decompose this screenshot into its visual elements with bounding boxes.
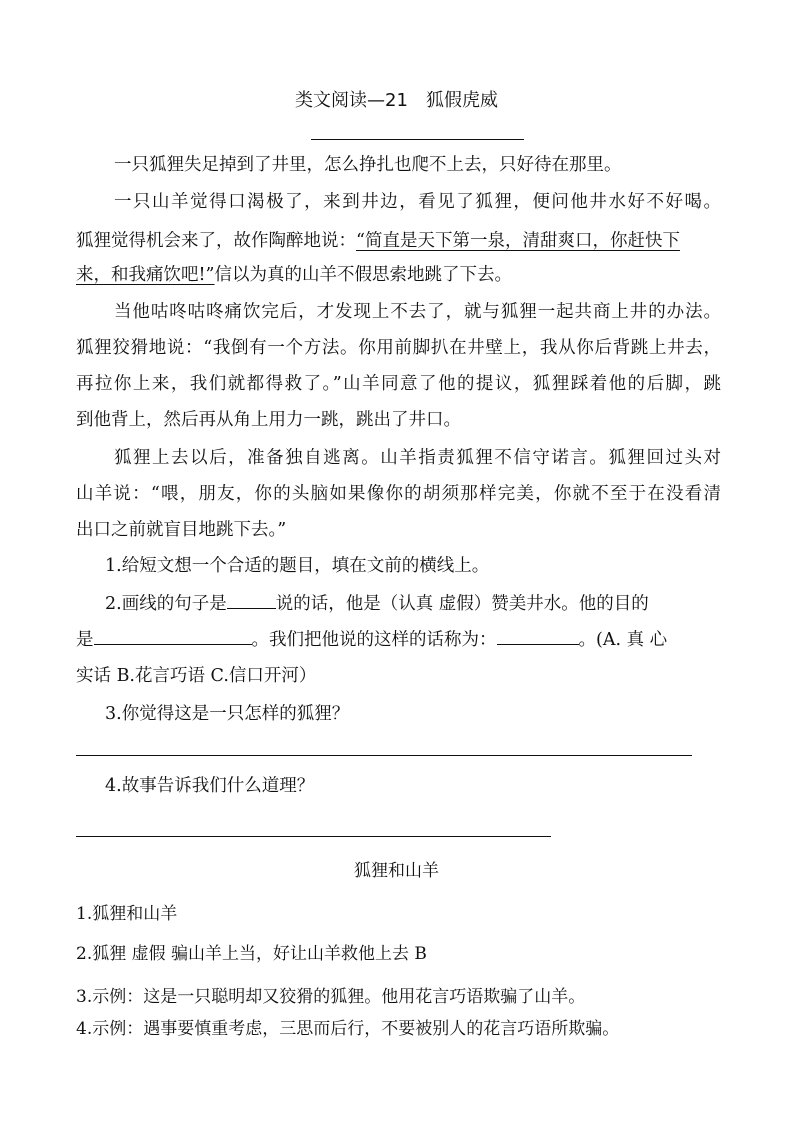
- answer-1: 1.狐狸和山羊: [76, 904, 178, 924]
- passage-paragraph-3-line-2: 狐狸狡猾地说：“我倒有一个方法。你用前脚扒在井壁上，我从你后背跳上井去，: [76, 338, 721, 358]
- question-2-text: 。(A. 真 心: [578, 630, 668, 650]
- answer-key-title: 狐狸和山羊: [354, 861, 439, 881]
- answer-3: 3.示例：这是一只聪明却又狡猾的狐狸。他用花言巧语欺骗了山羊。: [76, 987, 586, 1007]
- passage-paragraph-1: 一只狐狸失足掉到了井里，怎么挣扎也爬不上去，只好待在那里。: [114, 155, 622, 175]
- passage-text: 狐狸觉得机会来了，故作陶醉地说：: [76, 231, 356, 251]
- passage-text: 信以为真的山羊不假思索地跳了下去。: [214, 265, 512, 285]
- answer-blank-purpose[interactable]: [94, 628, 252, 645]
- underlined-sentence: “简直是天下第一泉，清甜爽口，你赶快下: [356, 231, 680, 251]
- answer-2: 2.狐狸 虚假 骗山羊上当，好让山羊救他上去 B: [76, 944, 427, 964]
- answer-line-question-3[interactable]: [76, 755, 692, 756]
- answer-line-question-4[interactable]: [76, 836, 551, 837]
- passage-paragraph-4-line-1: 狐狸上去以后，准备独自逃离。山羊指责狐狸不信守诺言。狐狸回过头对: [114, 448, 721, 468]
- passage-paragraph-3-line-4: 到他背上，然后再从角上用力一跳，跳出了井口。: [76, 410, 461, 430]
- passage-paragraph-3-line-3: 再拉你上来，我们就都得救了。”山羊同意了他的提议，狐狸踩着他的后脚，跳: [76, 374, 721, 394]
- question-2-line-3: 实话 B.花言巧语 C.信口开河）: [76, 666, 317, 686]
- question-2-text: 说的话，他是（认真 虚假）赞美井水。他的目的: [275, 594, 649, 614]
- underlined-sentence-end: 来，和我痛饮吧!”: [76, 265, 215, 285]
- answer-blank-term[interactable]: [497, 628, 579, 645]
- page-title: 类文阅读—21 狐假虎威: [295, 90, 498, 111]
- passage-paragraph-3-line-1: 当他咕咚咕咚痛饮完后，才发现上不去了，就与狐狸一起共商上井的办法。: [114, 302, 721, 322]
- passage-paragraph-2-line-3: [76, 263, 721, 287]
- question-2-line-2: [76, 628, 721, 652]
- answer-4: 4.示例：遇事要慎重考虑，三思而后行，不要被别人的花言巧语所欺骗。: [76, 1019, 620, 1039]
- question-1: 1.给短文想一个合适的题目，填在文前的横线上。: [105, 556, 490, 576]
- passage-paragraph-4-line-3: 出口之前就盲目地跳下去。”: [76, 520, 287, 540]
- title-answer-blank[interactable]: [311, 139, 524, 140]
- passage-paragraph-2-line-2: [76, 229, 721, 253]
- question-2-text: 2.画线的句子是: [105, 594, 227, 614]
- passage-paragraph-4-line-2: 山羊说：“喂，朋友，你的头脑如果像你的胡须那样完美，你就不至于在没看清: [76, 484, 721, 504]
- passage-paragraph-2-line-1: 一只山羊觉得口渴极了，来到井边，看见了狐狸，便问他井水好不好喝。: [114, 192, 721, 212]
- question-3: 3.你觉得这是一只怎样的狐狸？: [105, 704, 350, 724]
- question-2-text: 。我们把他说的这样的话称为：: [251, 630, 497, 650]
- question-2-text: 是: [76, 630, 94, 650]
- answer-blank-speaker[interactable]: [227, 592, 276, 609]
- question-2-line-1: [105, 592, 750, 616]
- question-4: 4.故事告诉我们什么道理？: [105, 776, 315, 796]
